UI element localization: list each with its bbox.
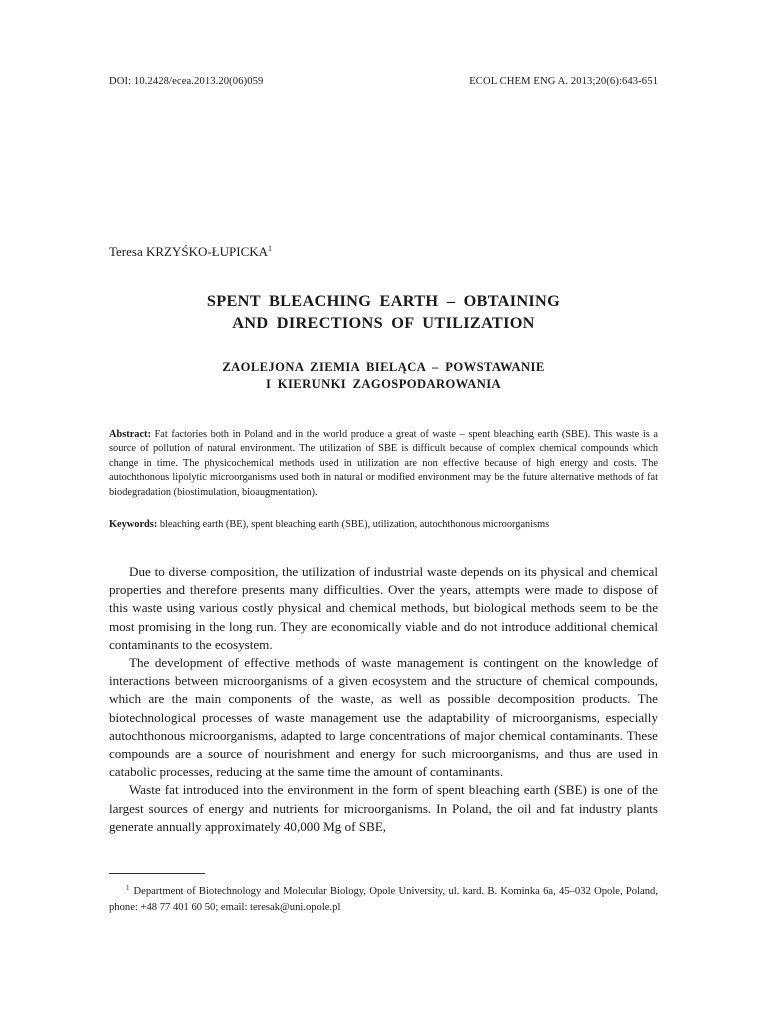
doi-text: DOI: 10.2428/ecea.2013.20(06)059 bbox=[109, 76, 264, 87]
title-line-2: AND DIRECTIONS OF UTILIZATION bbox=[232, 313, 535, 332]
paper-title bbox=[109, 290, 658, 334]
footnote-mark: 1 bbox=[126, 884, 130, 892]
keywords-text: bleaching earth (BE), spent bleaching earth (SBE), utilization, autochthonous microorganisms bbox=[159, 519, 550, 530]
running-header bbox=[109, 76, 658, 87]
author-line bbox=[109, 244, 272, 260]
paragraph-1: Due to diverse composition, the utilization of industrial waste depends on its physical and chemical properties and therefore presents many difficulties. Over the years, attempts were made to dispose of this waste using various costly physical and chemical methods, but biological methods seem to be the most promising in the long run. They are economically viable and do not introduce additional chemical contaminants to the ecosystem. bbox=[109, 564, 658, 652]
subtitle-line-1: ZAOLEJONA ZIEMIA BIELĄCA – POWSTAWANIE bbox=[222, 360, 545, 374]
author-name: Teresa KRZYŚKO-ŁUPICKA bbox=[109, 244, 269, 259]
abstract-text: Fat factories both in Poland and in the world produce a great of waste – spent bleaching earth (SBE). This waste is a source of pollution of natural environment. The utilization of SBE is difficult because of complex chemical compounds which change in time. The physicochemical methods used in utilization are non effective because of high energy and costs. The autochthonous lipolytic microorganisms used both in natural or modified environment may be the future alternative methods of fat biodegradation (biostimulation, bioaugmentation). bbox=[109, 429, 658, 498]
title-line-1: SPENT BLEACHING EARTH – OBTAINING bbox=[206, 291, 561, 310]
subtitle-line-2: I KIERUNKI ZAGOSPODAROWANIA bbox=[265, 377, 502, 391]
paragraph-2: The development of effective methods of waste management is contingent on the knowledge of interactions between microorganisms of a given ecosystem and the structure of chemical compounds, which are the main components of the waste, as well as possible decomposition products. The biotechnological processes of waste management use the adaptability of microorganisms, especially autochthonous microorganisms, adapted to large concentrations of major chemical contaminants. These compounds are a source of nourishment and energy for such microorganisms, and thus are used in catabolic processes, reducing at the same time the amount of contaminants. bbox=[109, 655, 658, 780]
paper-subtitle-polish bbox=[109, 359, 658, 393]
paragraph-3: Waste fat introduced into the environment in the form of spent bleaching earth (SBE) is one of the largest sources of energy and nutrients for microorganisms. In Poland, the oil and fat industry plants generate annually approximately 40,000 Mg of SBE, bbox=[109, 782, 658, 834]
abstract-label: Abstract: bbox=[109, 429, 151, 440]
body-text bbox=[109, 563, 658, 836]
footnote-text: Department of Biotechnology and Molecular Biology, Opole University, ul. kard. B. Kominka 6a, 45–032 Opole, Poland, phone: +48 77 401 60 50; email: teresak@uni.opole.pl bbox=[109, 886, 658, 913]
author-affiliation-mark: 1 bbox=[268, 244, 273, 253]
footnote bbox=[109, 880, 658, 916]
journal-citation: ECOL CHEM ENG A. 2013;20(6):643-651 bbox=[469, 76, 658, 87]
abstract bbox=[109, 428, 658, 500]
keywords-label: Keywords: bbox=[109, 519, 158, 530]
footnote-divider bbox=[109, 873, 205, 874]
keywords bbox=[109, 518, 658, 532]
